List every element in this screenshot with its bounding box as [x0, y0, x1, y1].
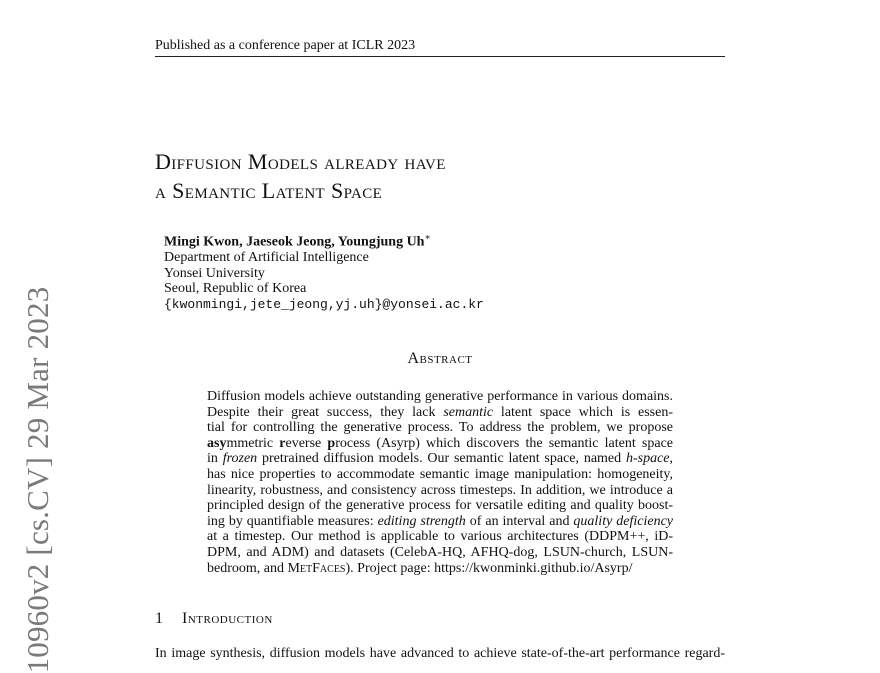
running-head: Published as a conference paper at ICLR 2023 [155, 38, 725, 57]
author-names-text: Mingi Kwon, Jaeseok Jeong, Youngjung Uh [164, 234, 425, 250]
abstract-text: everse [285, 435, 328, 451]
abstract-bold: asy [207, 435, 227, 451]
author-email: {kwonmingi,jete_jeong,yj.uh}@yonsei.ac.kr [164, 297, 484, 313]
abstract-line [207, 405, 673, 421]
abstract-dataset-name: MetFaces [287, 560, 346, 576]
arxiv-side-stamp: 10960v2 [cs.CV] 29 Mar 2023 [20, 286, 55, 673]
abstract-body [207, 389, 673, 576]
abstract-line: at a timestep. Our method is applicable to various architectures (DDPM++, iD- [207, 529, 673, 545]
abstract-bold: r [279, 435, 286, 451]
abstract-emphasis: editing strength [377, 513, 466, 529]
abstract-text: ing by quantifiable measures: [207, 513, 378, 529]
author-location: Seoul, Republic of Korea [164, 281, 307, 297]
abstract-text: ). Project page: https://kwonminki.github.io/Asyrp/ [345, 560, 633, 576]
abstract-line: Diffusion models achieve outstanding generative performance in various domains. [207, 389, 673, 404]
section-heading [155, 610, 273, 628]
abstract-emphasis: quality deficiency [573, 513, 673, 529]
abstract-line [207, 514, 673, 530]
abstract-bold: p [327, 435, 336, 451]
abstract-emphasis: frozen [222, 451, 258, 467]
abstract-emphasis: semantic [443, 404, 494, 420]
abstract-line [207, 451, 673, 467]
paper-title [155, 147, 446, 205]
abstract-text: of an interval and [465, 513, 574, 529]
abstract-text: Despite their great success, they lack [207, 404, 444, 420]
abstract-line: tial for controlling the generative process. To address the problem, we propose [207, 420, 673, 436]
abstract-text: in [207, 451, 223, 467]
author-department: Department of Artificial Intelligence [164, 250, 369, 266]
author-footnote-mark: ∗ [424, 232, 431, 242]
abstract-text: , [669, 451, 673, 467]
title-line-1: Diffusion Models already have [155, 149, 446, 174]
abstract-text: rocess (Asyrp) which discovers the semantic latent space [335, 435, 673, 451]
abstract-text: bedroom, and [207, 560, 288, 576]
abstract-text: mmetric [226, 435, 280, 451]
title-line-2: a Semantic Latent Space [155, 178, 383, 203]
abstract-line [207, 436, 673, 452]
abstract-text: pretrained diffusion models. Our semantic latent space, named [257, 451, 626, 467]
abstract-line [207, 561, 673, 577]
author-university: Yonsei University [164, 265, 265, 281]
abstract-line: principled design of the generative process for versatile editing and quality boost- [207, 498, 673, 514]
abstract-text: latent space which is essen- [493, 404, 673, 420]
abstract-line: has nice properties to accommodate semantic image manipulation: homogeneity, [207, 466, 673, 482]
abstract-heading: Abstract [407, 350, 473, 367]
section-title: Introduction [182, 610, 273, 627]
abstract-line: linearity, robustness, and consistency across timesteps. In addition, we introduce a [207, 482, 673, 498]
abstract-line: DPM, and ADM) and datasets (CelebA-HQ, AFHQ-dog, LSUN-church, LSUN- [207, 544, 673, 560]
section-number: 1 [155, 610, 164, 627]
abstract-emphasis: h-space [625, 451, 670, 467]
author-names [164, 230, 484, 250]
intro-first-line: In image synthesis, diffusion models have advanced to achieve state-of-the-art performance regard- [155, 646, 725, 661]
author-block [164, 230, 484, 313]
